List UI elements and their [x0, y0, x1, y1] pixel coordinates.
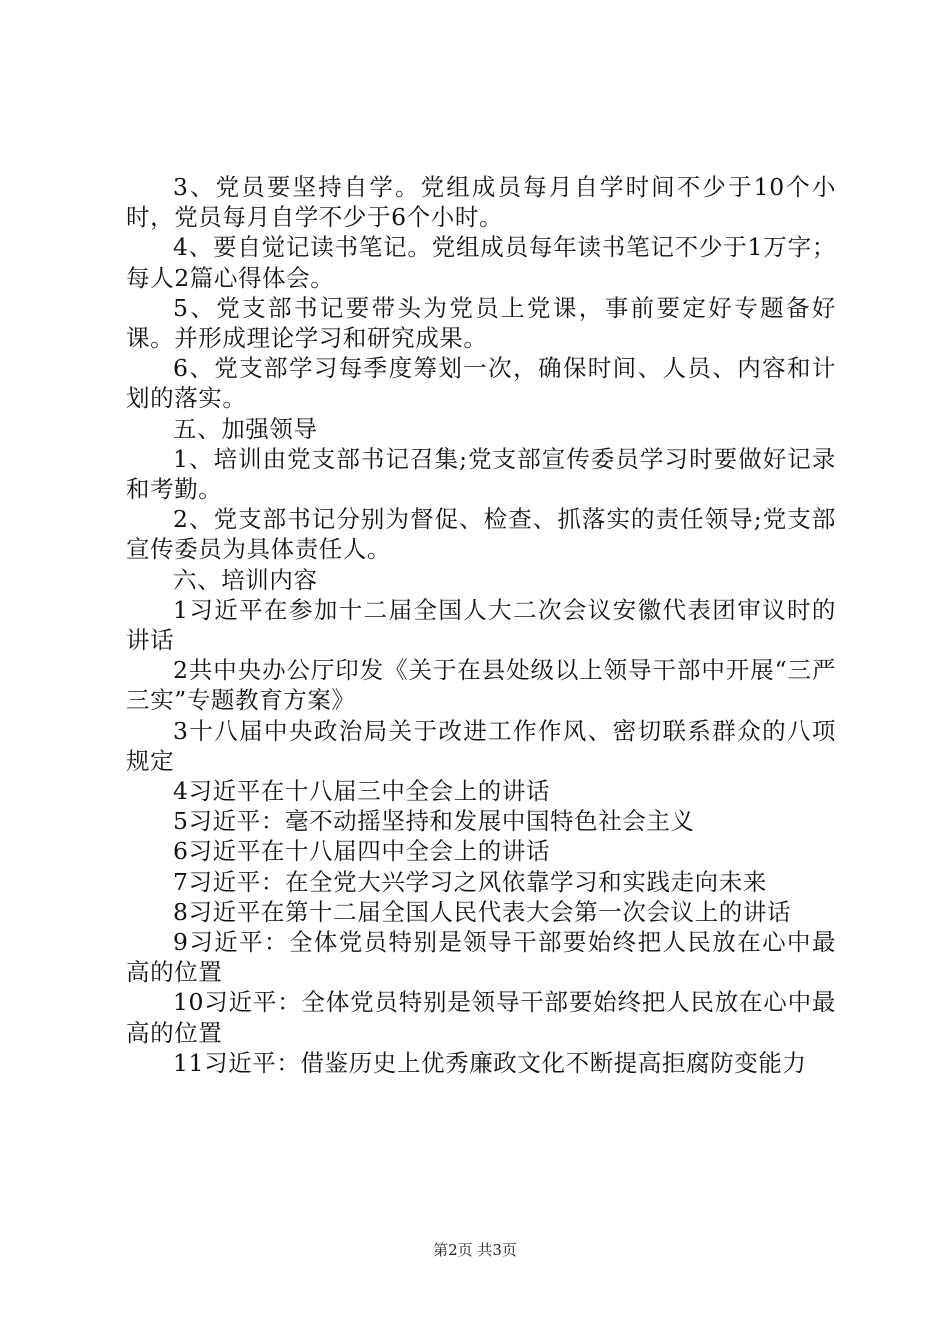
list-item: 4习近平在十八届三中全会上的讲话 — [173, 777, 551, 806]
list-item: 8习近平在第十二届全国人民代表大会第一次会议上的讲话 — [173, 897, 792, 926]
list-item: 3十八届中央政治局关于改进工作作风、密切联系群众的八项规定 — [126, 716, 836, 775]
section-heading-leadership: 五、加强领导 — [173, 414, 318, 443]
list-item: 1习近平在参加十二届全国人大二次会议安徽代表团审议时的讲话 — [126, 595, 836, 655]
list-item: 10习近平：全体党员特别是领导干部要始终把人民放在心中最高的位置 — [126, 988, 836, 1047]
list-item: 7习近平：在全党大兴学习之风依靠学习和实践走向未来 — [173, 867, 767, 896]
paragraph-training-convener: 1、培训由党支部书记召集;党支部宣传委员学习时要做好记录和考勤。 — [126, 444, 836, 504]
list-item: 2共中央办公厅印发《关于在县处级以上领导干部中开展“三严三实”专题教育方案》 — [126, 656, 836, 715]
paragraph-self-study: 3、党员要坚持自学。党组成员每月自学时间不少于10个小时，党员每月自学不少于6个小时。 — [126, 173, 836, 232]
paragraph-responsibility: 2、党支部书记分别为督促、检查、抓落实的责任领导;党支部宣传委员为具体责任人。 — [126, 505, 836, 564]
list-item: 11习近平：借鉴历史上优秀廉政文化不断提高拒腐防变能力 — [173, 1048, 807, 1077]
paragraph-reading-notes: 4、要自觉记读书笔记。党组成员每年读书笔记不少于1万字；每人2篇心得体会。 — [126, 233, 836, 292]
section-heading-training-content: 六、培训内容 — [173, 565, 318, 594]
document-body — [126, 172, 836, 1078]
paragraph-quarterly-plan: 6、党支部学习每季度筹划一次，确保时间、人员、内容和计划的落实。 — [126, 354, 836, 413]
list-item: 9习近平：全体党员特别是领导干部要始终把人民放在心中最高的位置 — [126, 928, 836, 987]
list-item: 6习近平在十八届四中全会上的讲话 — [173, 837, 551, 866]
list-item: 5习近平：毫不动摇坚持和发展中国特色社会主义 — [173, 807, 695, 836]
paragraph-party-lecture: 5、党支部书记要带头为党员上党课，事前要定好专题备好课。并形成理论学习和研究成果。 — [126, 293, 836, 353]
page-number-footer: 第2页 共3页 — [433, 1241, 517, 1259]
